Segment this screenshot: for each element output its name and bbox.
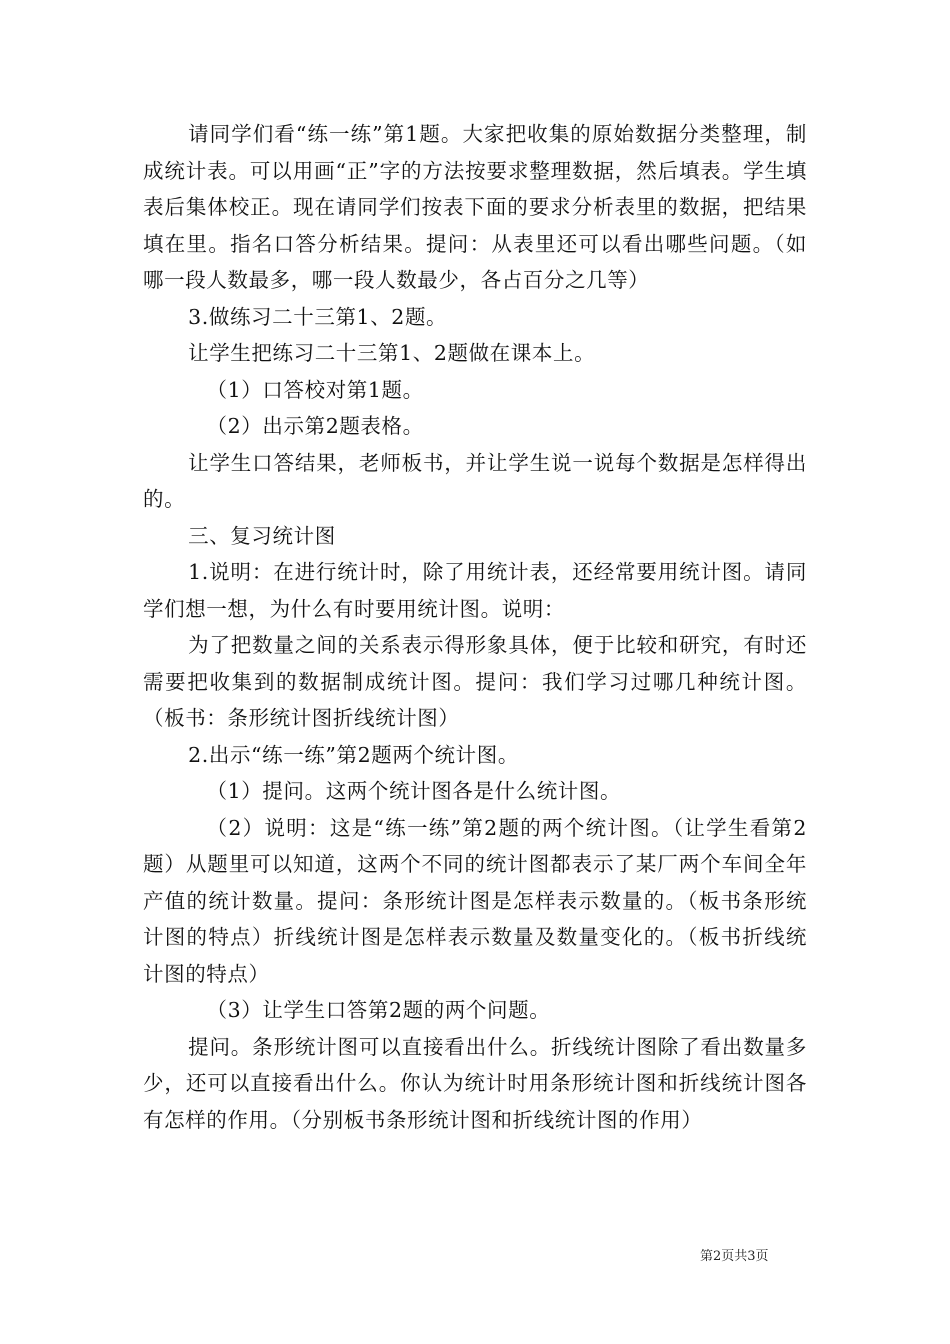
page-number: 第2页共3页 [700,1249,769,1264]
paragraph-chart-uses: 提问。条形统计图可以直接看出什么。折线统计图除了看出数量多少，还可以直接看出什么。你认为统计时用条形统计图和折线统计图各有怎样的作用。（分别板书条形统计图和折线统计图的作用） [143,1034,807,1132]
document-body [143,116,807,1138]
paragraph-answer-two-questions: （3）让学生口答第2题的两个问题。 [206,998,551,1022]
section-heading-review-charts: 三、复习统计图 [188,523,336,548]
paragraph-show-two-charts: 2.出示“练一练”第2题两个统计图。 [188,742,519,767]
paragraph-show-table-2: （2）出示第2题表格。 [206,414,424,438]
paragraph-question-chart-types: （1）提问。这两个统计图各是什么统计图。 [206,779,622,803]
paragraph-explain-charts: 1.说明：在进行统计时，除了用统计表，还经常要用统计图。请同学们想一想，为什么有时要用统计图。说明： [143,560,807,621]
paragraph-data-organizing: 请同学们看“练一练”第1题。大家把收集的原始数据分类整理，制成统计表。可以用画“正”字的方法按要求整理数据，然后填表。学生填表后集体校正。现在请同学们按表下面的要求分析表里的数据，把结果填在里。指名口答分析结果。提问：从表里还可以看出哪些问题。（如哪一段人数最多，哪一段人数最少，各占百分之几等） [143,122,807,292]
paragraph-check-question-1: （1）口答校对第1题。 [206,377,424,402]
paragraph-explain-chart-features: （2）说明：这是“练一练”第2题的两个统计图。（让学生看第2题）从题里可以知道，这两个不同的统计图都表示了某厂两个车间全年产值的统计数量。提问：条形统计图是怎样表示数量的。（板书条形统计图的特点）折线统计图是怎样表示数量及数量变化的。（板书折线统计图的特点） [143,815,807,986]
paragraph-chart-purpose: 为了把数量之间的关系表示得形象具体，便于比较和研究，有时还需要把收集到的数据制成统计图。提问：我们学习过哪几种统计图。（板书：条形统计图折线统计图） [143,633,807,730]
paragraph-exercise-23: 3.做练习二十三第1、2题。 [188,304,448,329]
paragraph-do-in-textbook: 让学生把练习二十三第1、2题做在课本上。 [188,341,596,365]
paragraph-oral-answers: 让学生口答结果，老师板书，并让学生说一说每个数据是怎样得出的。 [143,450,807,511]
